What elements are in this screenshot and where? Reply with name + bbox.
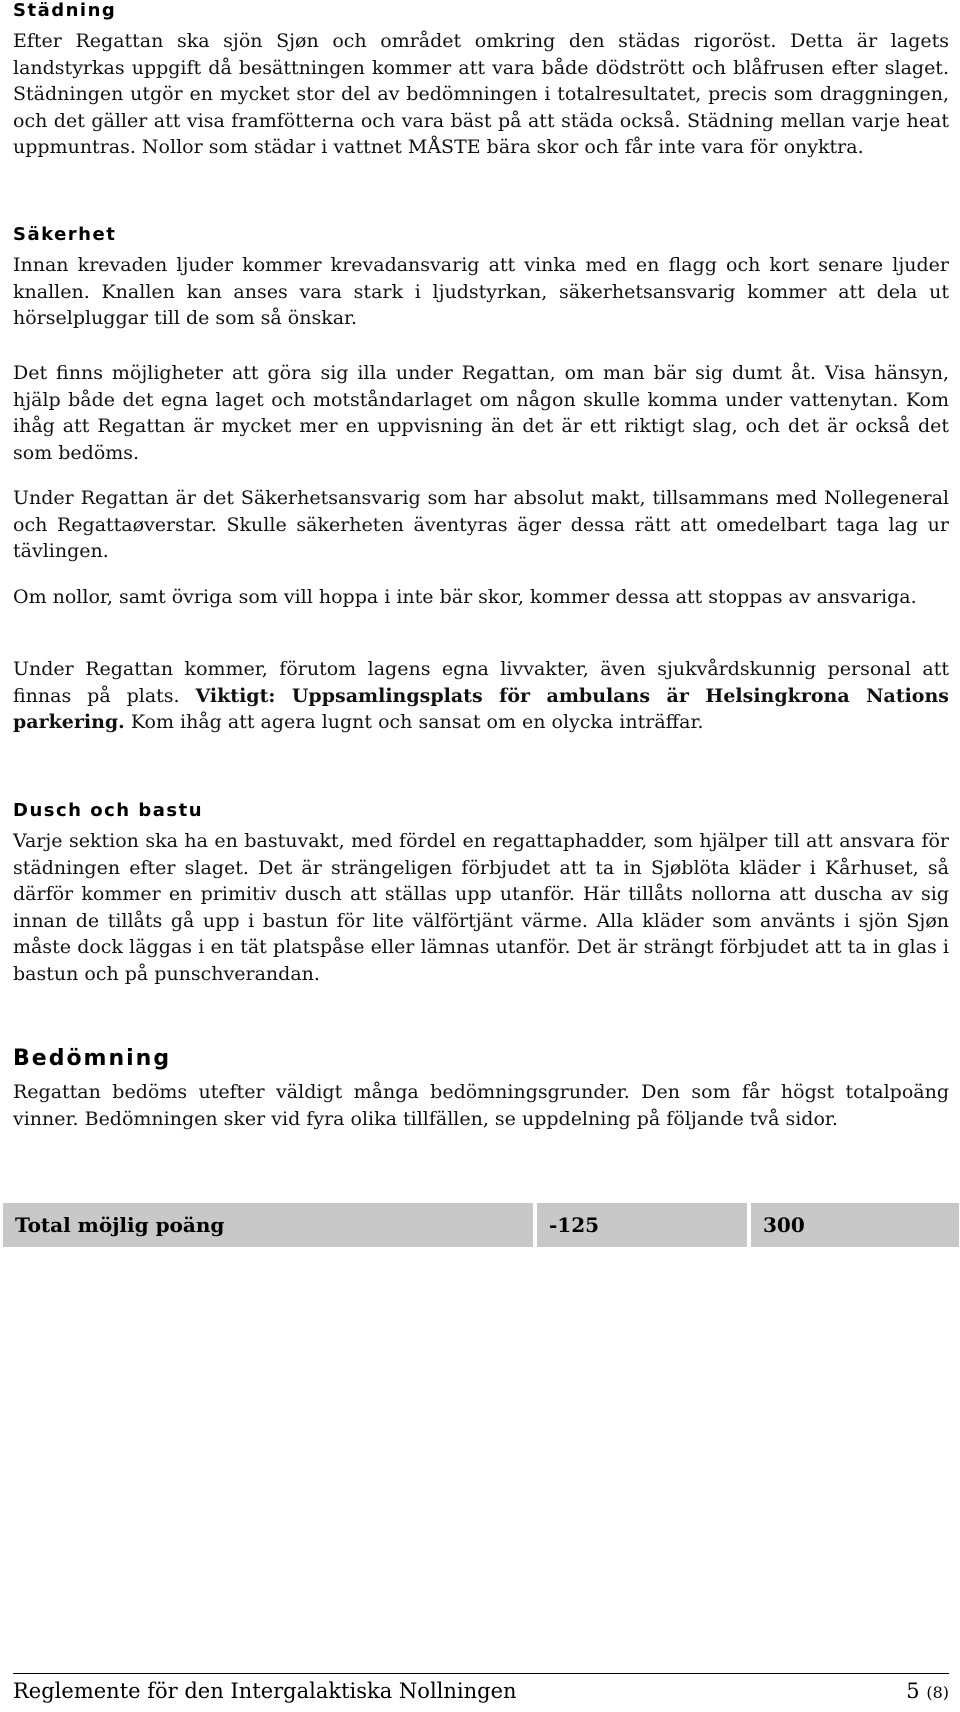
paragraph-bedomning: Regattan bedöms utefter väldigt många bedömningsgrunder. Den som får högst totalpoäng vinner. Bedömningen sker vid fyra olika tillfällen, se uppdelning på följande två sidor. [13,1081,949,1130]
paragraph-stadning: Efter Regattan ska sjön Sjøn och området omkring den städas rigoröst. Detta är lagets landstyrkas uppgift då besättningen kommer att vara både dödstrött och blåfrusen efter slaget. Städningen utgör en mycket stor del av bedömningen i totalresultatet, precis som draggningen, och det gäller att visa framfötterna och vara bäst på att städa också. Städning mellan varje heat uppmuntras. Nollor som städar i vattnet MÅSTE bära skor och får inte vara för onyktra. [13,30,949,158]
page-number-total: (8) [926,1683,949,1702]
paragraph-sakerhet-5-start: Under Regattan kommer, förutom lagens egna livvakter, även sjukvårdskunnig personal att finnas på plats. [13,658,949,707]
paragraph-sakerhet-1: Innan krevaden ljuder kommer krevadansvarig att vinka med en flagg och kort senare ljuder knallen. Knallen kan anses vara stark i ljudstyrkan, säkerhetsansvarig kommer att dela ut hörselpluggar till de som så önskar. [13,254,949,329]
score-table [3,1203,959,1247]
score-min-cell: -125 [537,1203,747,1247]
page-number-current: 5 [906,1679,920,1703]
page-number [906,1679,949,1703]
ambulance-notice: Viktigt: Uppsamlingsplats för ambulans är Helsingkrona Nations parkering. [13,684,949,733]
paragraph-sakerhet-2: Det finns möjligheter att göra sig illa under Regattan, om man bär sig dumt åt. Visa hänsyn, hjälp både det egna laget och motståndarlaget om någon skulle komma under vattenytan. Kom ihåg att Regattan är mycket mer en uppvisning än det är ett riktigt slag, och det är också det som bedöms. [13,362,949,464]
score-max-cell: 300 [751,1203,959,1247]
heading-sakerhet: Säkerhet [13,224,117,245]
page-footer [13,1679,949,1703]
paragraph-sakerhet-4: Om nollor, samt övriga som vill hoppa i inte bär skor, kommer dessa att stoppas av ansvariga. [13,586,917,608]
score-label-cell: Total möjlig poäng [3,1203,533,1247]
heading-bedomning: Bedömning [13,1046,172,1071]
footer-divider [13,1673,949,1674]
footer-title: Reglemente för den Intergalaktiska Nollningen [13,1679,517,1703]
heading-dusch-och-bastu: Dusch och bastu [13,800,204,821]
paragraph-sakerhet-5-end: Kom ihåg att agera lugnt och sansat om en olycka inträffar. [124,711,704,733]
heading-stadning: Städning [13,0,117,21]
paragraph-sakerhet-3: Under Regattan är det Säkerhetsansvarig som har absolut makt, tillsammans med Nollegeneral och Regattaøverstar. Skulle säkerheten äventyras äger dessa rätt att omedelbart taga lag ur tävlingen. [13,487,949,562]
paragraph-sakerhet-5 [13,656,949,736]
paragraph-dusch: Varje sektion ska ha en bastuvakt, med fördel en regattaphadder, som hjälper till att ansvara för städningen efter slaget. Det är strängeligen förbjudet att ta in Sjøblöta kläder i Kårhuset, så därför kommer en primitiv dusch att ställas upp utanför. Här tillåts nollorna att duscha av sig innan de tillåts gå upp i bastun för lite välförtjänt värme. Alla kläder som använts i sjön Sjøn måste dock läggas i en tät platspåse eller lämnas utanför. Det är strängt förbjudet att ta in glas i bastun och på punschverandan. [13,830,949,985]
